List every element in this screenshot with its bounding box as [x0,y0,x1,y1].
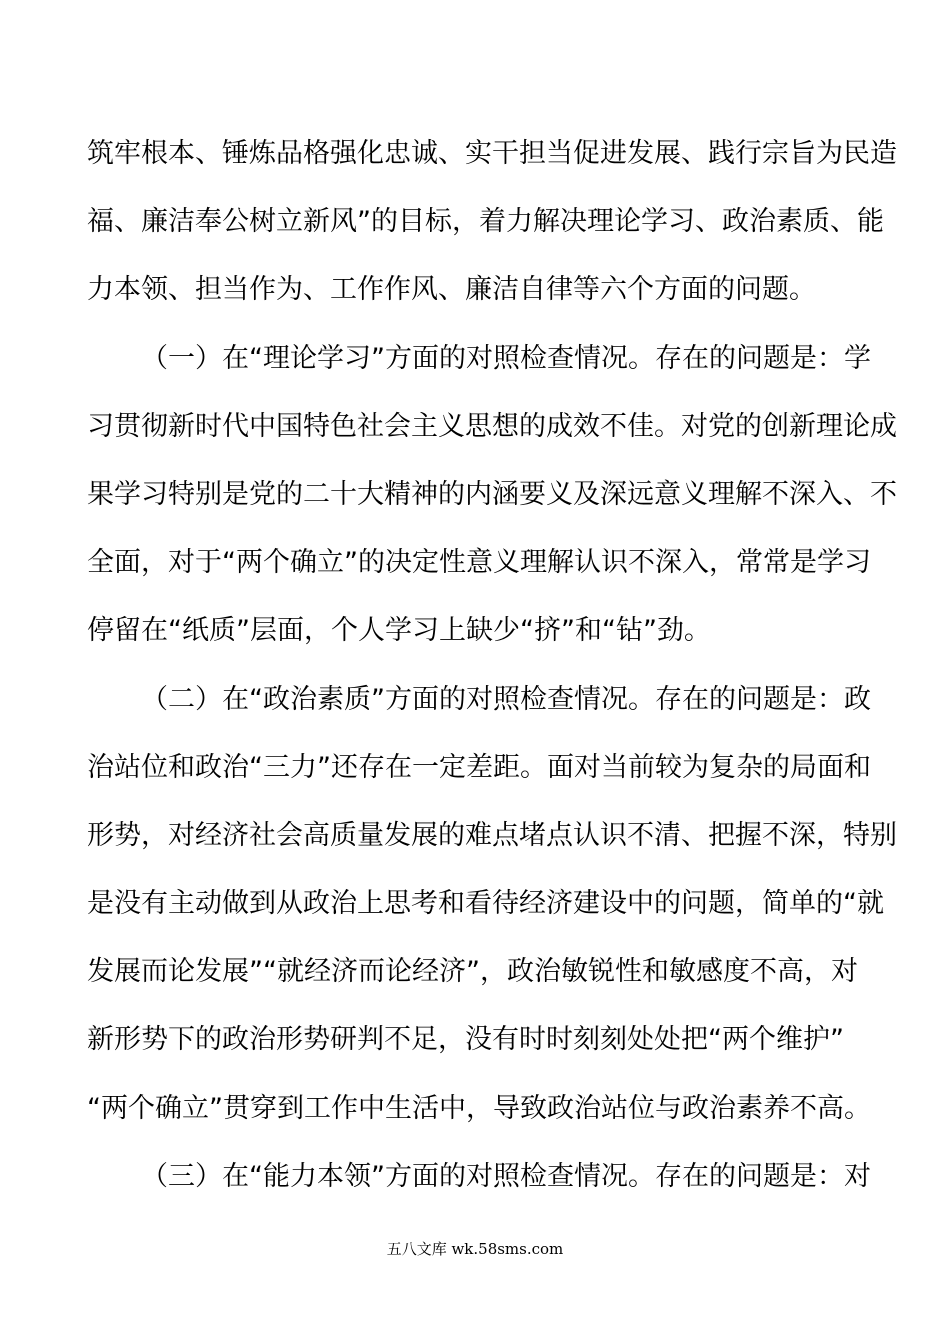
text-line: 是没有主动做到从政治上思考和看待经济建设中的问题，简单的“就 [87,888,884,920]
paragraph-start-line: （一）在“理论学习”方面的对照检查情况。存在的问题是：学 [141,342,871,374]
paragraph-start-line: （二）在“政治素质”方面的对照检查情况。存在的问题是：政 [141,683,871,715]
text-line: 筑牢根本、锤炼品格强化忠诚、实干担当促进发展、践行宗旨为民造 [87,138,897,169]
text-line: 治站位和政治“三力”还存在一定差距。面对当前较为复杂的局面和 [87,751,871,783]
text-line: 力本领、担当作为、工作作风、廉洁自律等六个方面的问题。 [87,274,816,306]
text-line: 形势，对经济社会高质量发展的难点堵点认识不清、把握不深，特别 [87,819,897,851]
text-line: 福、廉洁奉公树立新风”的目标，着力解决理论学习、政治素质、能 [87,206,884,238]
text-line: “两个确立”贯穿到工作中生活中，导致政治站位与政治素养不高。 [87,1092,871,1124]
text-line: 发展而论发展”“就经济而论经济”，政治敏锐性和敏感度不高，对 [87,956,858,988]
text-line: 果学习特别是党的二十大精神的内涵要义及深远意义理解不深入、不 [87,478,897,510]
text-line: 新形势下的政治形势研判不足，没有时时刻刻处处把“两个维护” [87,1024,844,1056]
document-body [87,120,897,1211]
paragraph-start-line: （三）在“能力本领”方面的对照检查情况。存在的问题是：对 [141,1160,871,1192]
text-line: 全面，对于“两个确立”的决定性意义理解认识不深入，常常是学习 [87,547,871,579]
text-line: 习贯彻新时代中国特色社会主义思想的成效不佳。对党的创新理论成 [87,410,897,442]
text-line: 停留在“纸质”层面，个人学习上缺少“挤”和“钻”劲。 [87,615,711,647]
page-footer: 五八文库 wk.58sms.com [386,1240,564,1258]
